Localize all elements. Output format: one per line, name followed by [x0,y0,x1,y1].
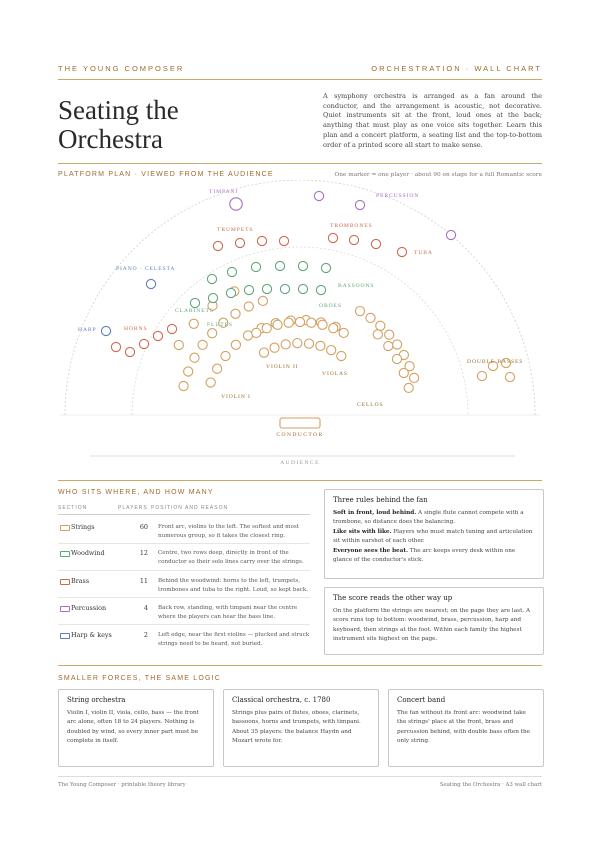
harp-marker [101,326,110,335]
label-percussion: PERCUSSION [376,193,420,199]
clarinet-marker [226,288,235,297]
bassoon-marker [227,267,236,276]
rules-box [324,489,544,579]
footer-rule [58,776,542,777]
flute-marker [295,317,304,326]
bassoon-marker [321,263,330,272]
plan-heading: PLATFORM PLAN · VIEWED FROM THE AUDIENCE [58,171,274,178]
violin-i-marker [189,319,198,328]
row-players: 60 [139,523,148,531]
row-sep [58,543,310,544]
flute-marker [252,328,261,337]
double-bass-marker [505,372,514,381]
plan-note: One marker = one player · about 90 on stage for a full Romantic score [334,172,542,178]
row-sep [58,570,310,571]
score-box [324,587,544,655]
oboe-marker [298,284,307,293]
viola-marker [316,341,325,350]
percussion-marker [355,200,364,209]
violin-i-marker [198,340,207,349]
card-text: Violin I, violin II, viola, cello, bass — the front arc alone, often 18 to 24 players. Nothing is doubled by wind, so every inner part must be complete in itself. [67,710,199,745]
table-header-sep [58,514,310,515]
conductor-podium [280,418,320,428]
score-box-body: On the platform the strings are nearest; on the page they are last. A score runs top to bottom: woodwind, brass, percussion, harp and keyboard, then strings at the foot. Within each family the highest instrument sits highest on the page. [333,608,531,643]
flute-marker [318,320,327,329]
row-reason: Back row, standing, with timpani near the centre where the players can hear the bass line. [158,605,298,620]
rules-box-body [333,509,535,565]
label-audience: AUDIENCE [280,460,320,466]
clarinet-marker [244,285,253,294]
viola-marker [270,343,279,352]
violin-i-marker [231,309,240,318]
smaller-rule [58,665,542,666]
cello-marker [404,383,413,392]
timpani-marker [230,198,242,210]
oboe-marker [316,285,325,294]
label-trombones: TROMBONES [330,223,373,229]
col-reason: POSITION AND REASON [151,505,229,511]
rules-box-title: Three rules behind the fan [333,496,428,504]
woodwind-swatch [60,551,70,557]
horn-marker [153,331,162,340]
row-section: Brass [71,577,90,585]
violin-i-marker [190,353,199,362]
series-label: ORCHESTRATION · WALL CHART [371,64,542,73]
violin-ii-marker [206,378,215,387]
trumpet-marker [279,236,288,245]
rule-item: Everyone sees the beat. The arc keeps every desk within one glance of the conductor's stick. [333,547,516,564]
percussion-swatch [60,606,70,612]
trombone-marker [328,233,337,242]
label-trumpets: TRUMPETS [217,227,254,233]
table-heading: WHO SITS WHERE, AND HOW MANY [58,489,214,496]
card-title: String orchestra [67,696,126,704]
harp-keys-swatch [60,633,70,639]
cello-marker [366,313,375,322]
violin-ii-marker [231,340,240,349]
label-piano-celesta: PIANO · CELESTA [116,266,176,272]
tuba-marker [397,247,406,256]
row-section: Harp & keys [71,631,112,639]
label-violin-i: VIOLIN I [221,394,251,400]
cello-marker [392,354,401,363]
trumpet-marker [257,236,266,245]
row-players: 11 [139,577,148,585]
label-cellos: CELLOS [357,402,384,408]
col-section: SECTION [58,505,88,511]
cello-marker [355,307,364,316]
card-title: Concert band [397,696,446,704]
bassoon-marker [251,262,260,271]
piano-celesta-marker [146,279,155,288]
smaller-heading: SMALLER FORCES, THE SAME LOGIC [58,675,222,682]
label-violin-ii: VIOLIN II [266,364,299,370]
viola-marker [337,351,346,360]
score-box-title: The score reads the other way up [333,594,453,602]
label-tuba: TUBA [414,250,433,256]
label-clarinets: CLARINETS [175,308,214,314]
row-reason: Centre, two rows deep, directly in front of the conductor so their solo lines carry over the strings. [158,550,304,565]
flute-marker [329,324,338,333]
bassoon-marker [275,261,284,270]
header-rule [58,79,542,80]
label-conductor: CONDUCTOR [276,432,324,438]
violin-ii-marker [221,351,230,360]
flute-marker [273,320,282,329]
brass-swatch [60,579,70,585]
bassoon-marker [298,261,307,270]
viola-marker [293,339,302,348]
row-section: Percussion [71,604,107,612]
card-classical-orchestra [223,689,379,767]
horn-marker [167,324,176,333]
label-harp: HARP [78,327,97,333]
row-section: Strings [71,523,95,531]
horn-marker [139,339,148,348]
row-section: Woodwind [71,549,105,557]
viola-marker [304,339,313,348]
flute-marker [284,318,293,327]
label-bassoons: BASSOONS [338,283,375,289]
horn-marker [111,342,120,351]
row-players: 2 [143,631,148,639]
card-string-orchestra [58,689,214,767]
label-timpani: TIMPANI [209,189,239,195]
label-horns: HORNS [124,326,148,332]
brand-name: THE YOUNG COMPOSER [58,64,185,73]
bassoon-marker [207,274,216,283]
cello-marker [385,330,394,339]
violin-ii-marker [213,364,222,373]
card-concert-band [388,689,544,767]
violin-i-marker [184,367,193,376]
clarinet-marker [208,293,217,302]
cello-marker [376,321,385,330]
platform-plan [0,180,600,470]
page-title: Seating the Orchestra [58,95,179,154]
clarinet-marker [190,298,199,307]
label-flutes: FLUTES [207,322,233,328]
row-reason: Behind the woodwind: horns to the left, trumpets, trombones and tuba to the right. Loud, so kept back. [158,578,309,593]
label-oboes: OBOES [319,303,342,309]
trumpet-marker [235,238,244,247]
flute-marker [307,318,316,327]
row-sep [58,624,310,625]
violin-i-marker [179,381,188,390]
card-title: Classical orchestra, c. 1780 [232,696,331,704]
card-text: Strings plus pairs of flutes, oboes, clarinets, bassoons, horns and trumpets, with timpani. About 35 players: the balance Haydn and Mozart wrote for. [232,710,361,745]
label-violas: VIOLAS [322,371,348,377]
cello-marker [373,330,382,339]
violin-i-marker [174,340,183,349]
cello-marker [393,340,402,349]
viola-marker [327,346,336,355]
cello-marker [410,373,419,382]
row-sep [58,597,310,598]
cello-marker [384,341,393,350]
card-text: The fan without its front arc: woodwind take the strings' place at the front, brass and percussion behind, with double bass often the only string. [397,710,530,745]
label-double-basses: DOUBLE BASSES [467,359,524,365]
row-reason: Front arc, violins to the left. The softest and most numerous group, so it takes the closest ring. [158,524,299,539]
violin-i-marker [208,329,217,338]
oboe-marker [280,284,289,293]
violin-i-marker [258,296,267,305]
rule-item: Like sits with like. Players who must match tuning and articulation sit within earshot of each other. [333,528,533,545]
plan-rule [58,163,542,164]
row-players: 4 [143,604,148,612]
footer-right: Seating the Orchestra · A3 wall chart [439,782,542,788]
percussion-marker [314,191,323,200]
footer-left: The Young Composer · printable theory library [58,782,186,788]
double-bass-marker [477,371,486,380]
trombone-marker [349,235,358,244]
viola-marker [259,348,268,357]
row-reason: Left edge, near the first violins — plucked and struck strings need to be heard, not buried. [158,632,310,647]
rule-item: Soft in front, loud behind. A single flute cannot compete with a trombone, so distance does the balancing. [333,510,524,526]
trombone-marker [371,239,380,248]
horn-marker [125,347,134,356]
percussion-marker [446,230,455,239]
flute-marker [262,324,271,333]
clarinet-marker [262,284,271,293]
cello-marker [399,368,408,377]
row-players: 12 [139,549,148,557]
trumpet-marker [213,241,222,250]
table-rule [58,480,542,481]
flute-marker [339,328,348,337]
viola-marker [281,340,290,349]
violin-i-marker [244,302,253,311]
intro-paragraph: A symphony orchestra is arranged as a fan around the conductor, and the arrangement is acoustic, not decorative. Quiet instruments sit at the front, loud ones at the back; anything that must play as one voice sits together. Learn this plan and a concert platform, a seating list and the top-to-bottom order of a printed score all start to make sense. [323,92,542,149]
col-players: PLAYERS [118,505,148,511]
strings-swatch [60,525,70,531]
